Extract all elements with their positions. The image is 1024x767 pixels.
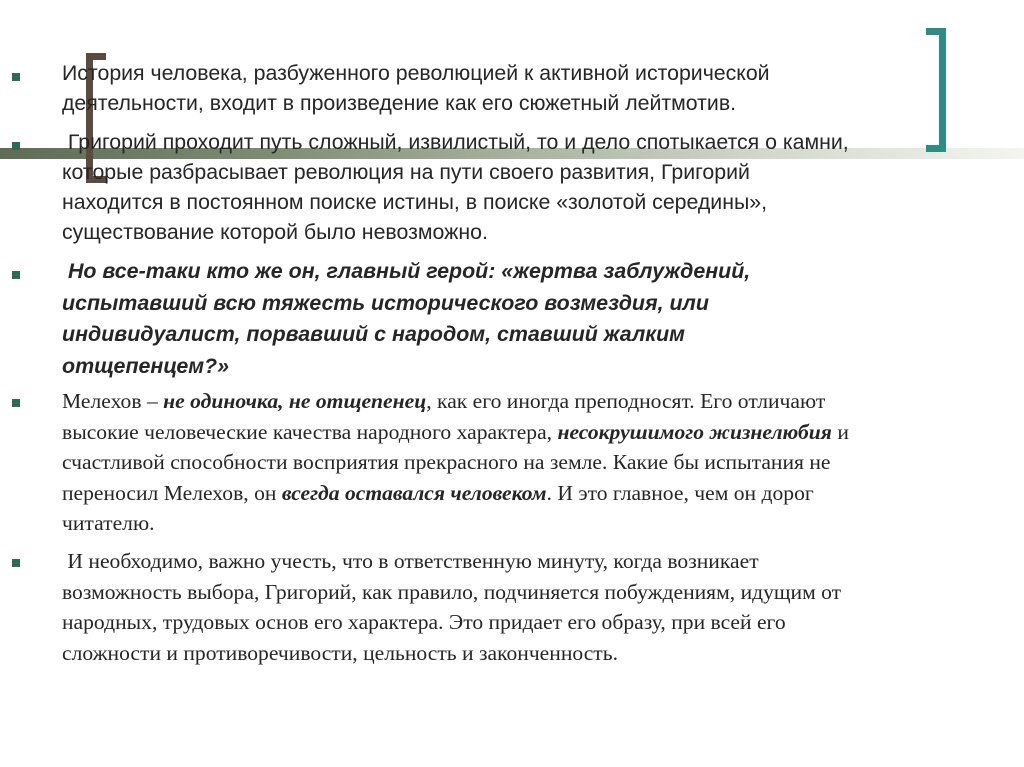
bullet-marker	[12, 73, 20, 81]
text-run: переносил Мелехов, он	[62, 480, 282, 505]
bullet-text-2	[62, 127, 1004, 247]
text-line: Григорий проходит путь сложный, извилистый, то и дело спотыкается о камни,	[62, 130, 849, 154]
bullet-marker	[12, 559, 20, 567]
text-line	[62, 386, 1004, 417]
text-line: сложности и противоречивости, цельность и законченность.	[62, 640, 618, 665]
bullet-text-5	[62, 546, 1004, 668]
text-run: , как его иногда преподносят. Его отличают	[426, 389, 826, 413]
text-run: и	[831, 419, 849, 444]
text-line	[62, 417, 1004, 448]
bullet-marker	[12, 399, 20, 407]
text-line: существование которой было невозможно.	[62, 220, 488, 244]
text-line: находится в постоянном поиске истины, в поиске «золотой середины»,	[62, 190, 768, 214]
bullet-text-3	[62, 256, 1004, 382]
emphasis-text: всегда оставался человеком	[281, 480, 547, 505]
text-line: возможность выбора, Григорий, как правило, подчиняется побуждениям, идущим от	[62, 579, 842, 604]
bullet-marker	[12, 142, 20, 150]
text-run: Мелехов –	[62, 389, 164, 413]
emphasis-text: несокрушимого жизнелюбия	[557, 419, 832, 444]
text-line: народных, трудовых основ его характера. Это придает его образу, при всей его	[62, 610, 786, 634]
bullet-marker	[12, 271, 20, 279]
text-run: . И это главное, чем он дорог	[546, 480, 814, 505]
text-line: отщепенцем?»	[62, 353, 230, 378]
emphasis-text: не одиночка, не отщепенец	[163, 389, 427, 413]
bullet-text-4	[62, 386, 1004, 539]
text-line: деятельности, входит в произведение как его сюжетный лейтмотив.	[62, 91, 737, 115]
text-line: счастливой способности восприятия прекрасного на земле. Какие бы испытания не	[62, 450, 831, 474]
text-line: которые разбрасывает революция на пути своего развития, Григорий	[62, 160, 750, 184]
text-line: испытавший всю тяжесть исторического возмездия, или	[62, 290, 709, 315]
text-line: читателю.	[62, 511, 155, 535]
text-line: индивидуалист, порвавший с народом, ставший жалким	[62, 322, 686, 346]
text-line	[62, 478, 1004, 509]
text-line: История человека, разбуженного революцией к активной исторической	[62, 61, 770, 85]
bullet-text-1	[62, 58, 1004, 118]
text-line: Но все-таки кто же он, главный герой: «жертва заблуждений,	[62, 259, 751, 283]
text-line: И необходимо, важно учесть, что в ответственную минуту, когда возникает	[62, 549, 759, 573]
text-run: высокие человеческие качества народного характера,	[62, 419, 558, 444]
